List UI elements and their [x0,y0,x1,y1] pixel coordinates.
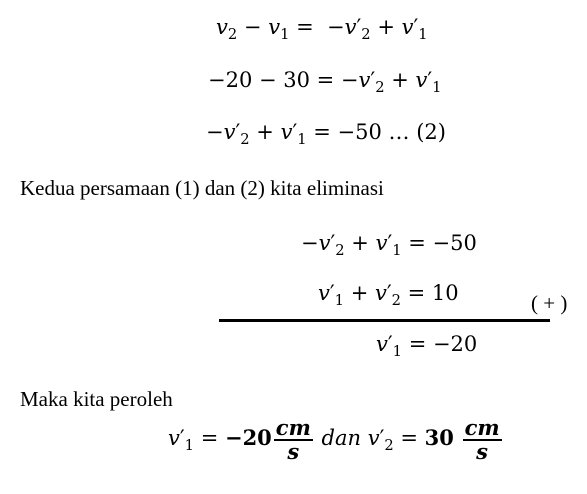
equation-1: $v_2 - v_1 = -v'_2 + v'_1$ [216,15,428,44]
final-result: $v'_1 = -20$ $\frac{cm}{s}$ dan $v'_2 = 30$ $\frac{cm}{s}$ [168,414,500,464]
equation-3-rhs: = −50 … (2) [306,120,446,144]
elimination-row-2-rhs: = 10 [400,281,459,305]
elimination-result: $v'_1 = -20$ [376,332,478,361]
addition-operator: ( + ) [531,291,568,315]
elimination-row-2: $v'_1 + v'_2 = 10$ [318,281,459,310]
paragraph-elimination-intro: Kedua persamaan (1) dan (2) kita eliminasi [20,176,384,200]
sum-line [219,319,550,322]
unit-denominator-2: s [476,438,488,464]
elimination-row-1: $-v'_2 + v'_1 = -50$ [301,231,477,260]
unit-fraction-2 [463,414,502,464]
elimination-result-rhs: = −20 [402,332,478,356]
equation-2: $-20 - 30 = -v'_2 + v'_1$ [208,68,442,97]
connector-word: dan [321,426,361,450]
equation-2-numbers: −20 − 30 = − [208,68,359,92]
unit-fraction-1 [274,414,313,464]
elimination-row-1-rhs: = −50 [401,231,477,255]
unit-numerator-2: cm [464,414,500,440]
v2-value: 30 [424,425,454,450]
unit-denominator-1: s [287,438,300,464]
unit-numerator-1: cm [275,414,311,440]
v1-value: −20 [224,425,272,450]
equation-3: $-v'_2 + v'_1 = -50$ … (2) [206,120,446,149]
paragraph-conclusion-intro: Maka kita peroleh [20,387,173,411]
